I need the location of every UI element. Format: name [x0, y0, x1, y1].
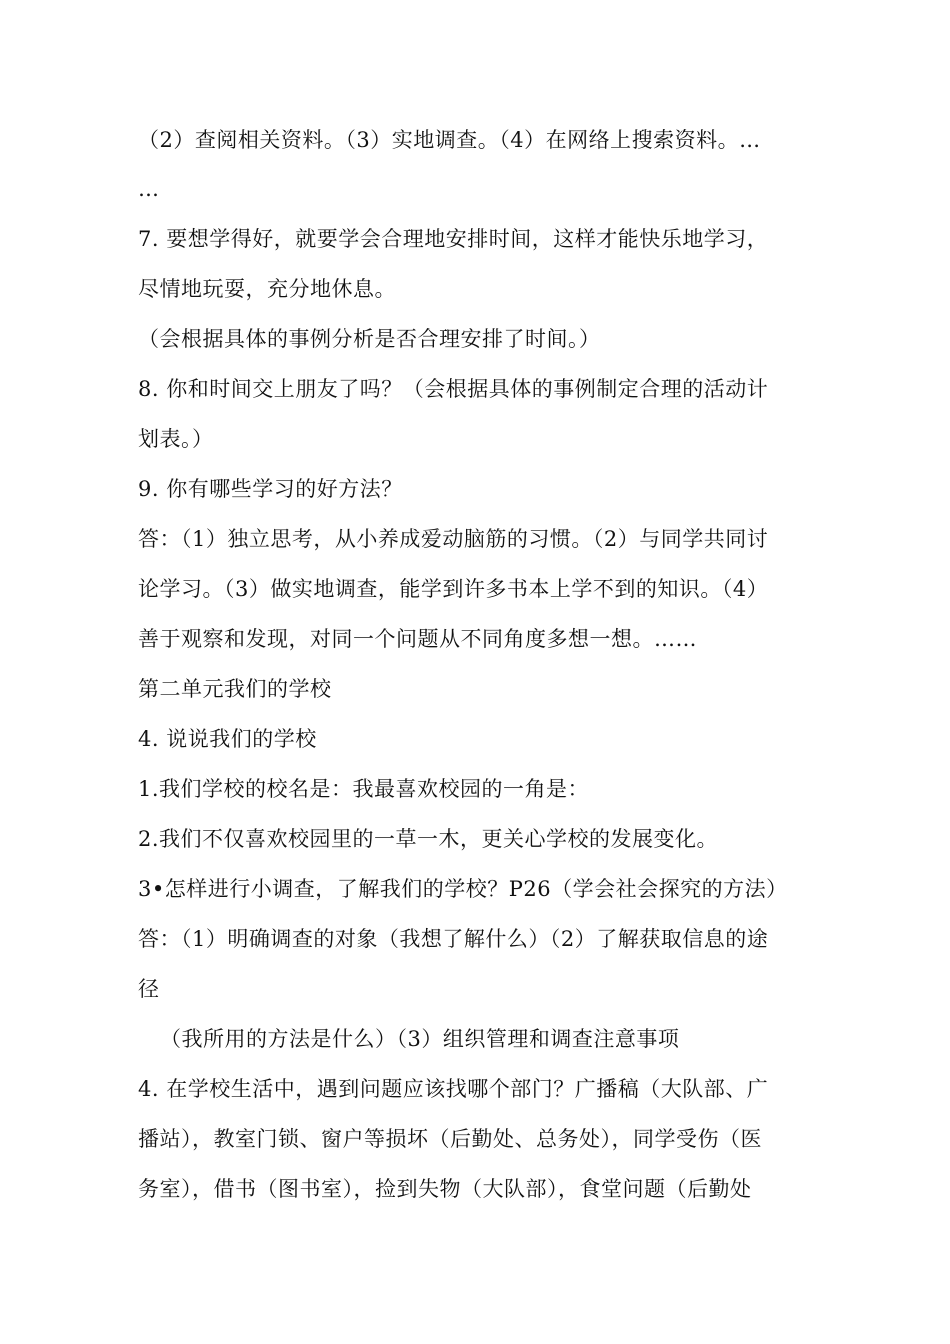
text-line-1: （2）查阅相关资料。（3）实地调查。（4）在网络上搜索资料。… — [138, 128, 761, 152]
text-line-10: 论学习。（3）做实地调查，能学到许多书本上学不到的知识。（4） — [138, 577, 769, 601]
text-line-2: … — [138, 177, 160, 201]
text-line-4: 尽情地玩耍，充分地休息。 — [138, 277, 396, 301]
text-line-19: （我所用的方法是什么）（3）组织管理和调查注意事项 — [160, 1027, 680, 1051]
text-line-15: 2.我们不仅喜欢校园里的一草一木，更关心学校的发展变化。 — [138, 827, 719, 851]
text-line-17: 答：（1）明确调查的对象（我想了解什么）（2）了解获取信息的途 — [138, 927, 769, 951]
text-line-6: 8. 你和时间交上朋友了吗？（会根据具体的事例制定合理的活动计 — [138, 377, 769, 401]
text-line-22: 务室），借书（图书室），捡到失物（大队部），食堂问题（后勤处 — [138, 1177, 752, 1201]
text-line-18: 径 — [138, 977, 160, 1001]
text-line-13: 4. 说说我们的学校 — [138, 727, 317, 751]
text-line-16: 3•怎样进行小调查，了解我们的学校？P26（学会社会探究的方法） — [138, 877, 788, 901]
text-line-8: 9. 你有哪些学习的好方法？ — [138, 477, 403, 501]
text-line-21: 播站），教室门锁、窗户等损坏（后勤处、总务处），同学受伤（医 — [138, 1127, 762, 1151]
text-line-20: 4. 在学校生活中，遇到问题应该找哪个部门？广播稿（大队部、广 — [138, 1077, 769, 1101]
section-heading: 第二单元我们的学校 — [138, 677, 332, 701]
text-line-7: 划表。） — [138, 427, 214, 451]
text-line-5: （会根据具体的事例分析是否合理安排了时间。） — [138, 327, 601, 351]
text-line-14: 1.我们学校的校名是：我最喜欢校园的一角是： — [138, 777, 590, 801]
text-line-9: 答：（1）独立思考，从小养成爱动脑筋的习惯。（2）与同学共同讨 — [138, 527, 769, 551]
text-line-3: 7. 要想学得好，就要学会合理地安排时间，这样才能快乐地学习， — [138, 227, 769, 251]
text-line-11: 善于观察和发现，对同一个问题从不同角度多想一想。…… — [138, 627, 697, 651]
